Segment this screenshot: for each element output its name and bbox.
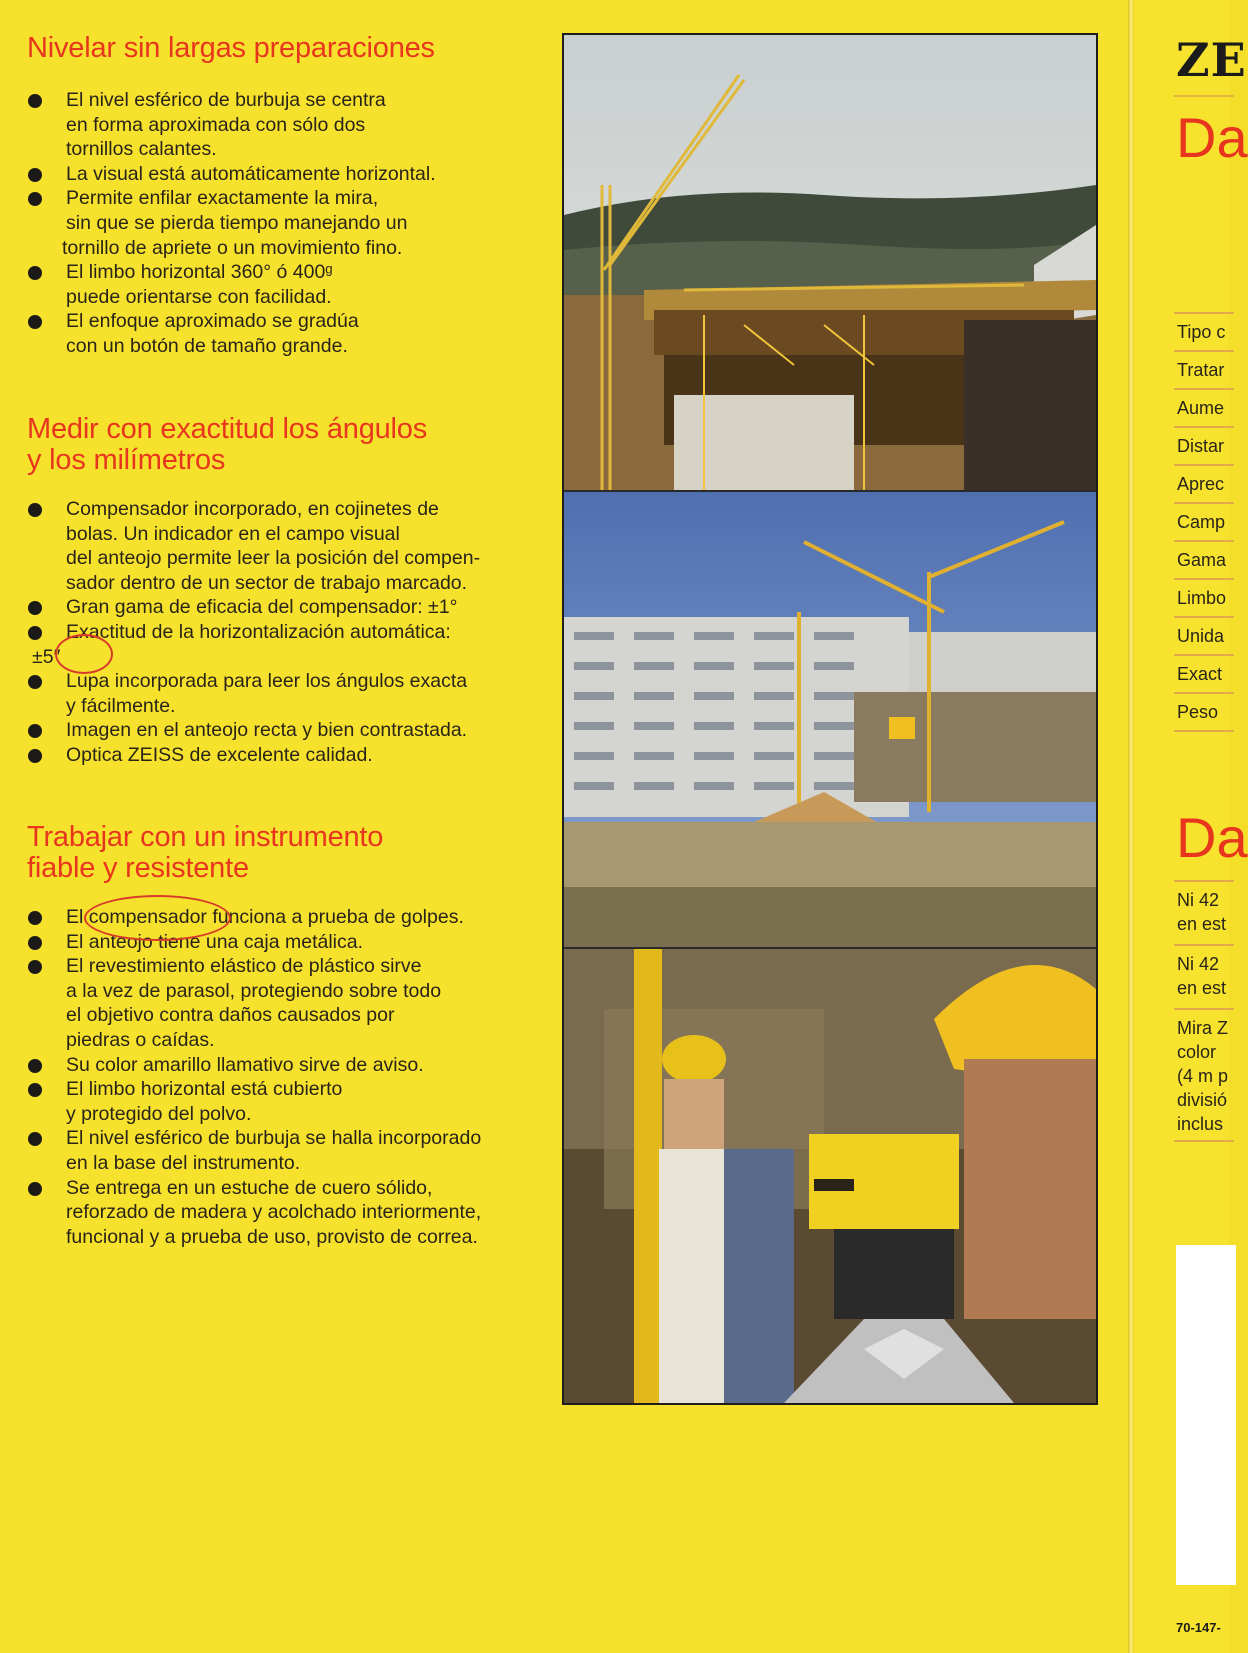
list-item: La visual está automáticamente horizontal. [26,162,436,187]
section-1-title: Nivelar sin largas preparaciones [27,32,435,64]
zeiss-logo: ZE [1176,33,1247,87]
datos-pedido-heading: Da [1176,806,1248,869]
spec-row: Limbo [1174,578,1234,616]
list-item: Lupa incorporada para leer los ángulos exacta y fácilmente. [26,669,480,718]
list-item: Compensador incorporado, en cojinetes de bolas. Un indicador en el campo visual del anteojo permite leer la posición del compen- sador dentro de un sector de trabajo marcado. [26,497,480,595]
section-3-title: Trabajar con un instrumento fiable y resistente [27,821,384,884]
spec-row: Gama [1174,540,1234,578]
accessory-item: Ni 42 en est [1174,880,1234,936]
spec-row: Peso [1174,692,1234,730]
spec-row: Tipo c [1174,312,1234,350]
right-page [1134,0,1248,1653]
list-item: Imagen en el anteojo recta y bien contrastada. [26,718,480,743]
spec-row: Unida [1174,616,1234,654]
list-item: El limbo horizontal 360° ó 400ᵍ puede orientarse con facilidad. [26,260,436,309]
catalog-code: 70-147- [1176,1620,1221,1635]
datos-heading: Da [1176,106,1248,169]
bridge-construction-photo [564,35,1096,490]
list-item: Permite enfilar exactamente la mira, sin que se pierda tiempo manejando un tornillo de apriete o un movimiento fino. [26,186,436,260]
list-item: Se entrega en un estuche de cuero sólido, reforzado de madera y acolchado interiormente, funcional y a prueba de uso, provisto de correa. [26,1176,481,1250]
accessory-item: Ni 42 en est [1174,944,1234,1000]
divider [1174,1140,1234,1142]
list-item: El compensador funciona a prueba de golpes. [26,905,481,930]
section-2-title: Medir con exactitud los ángulos y los milímetros [27,413,428,476]
divider [1174,95,1234,97]
section-3-list [26,905,481,1249]
list-item: Gran gama de eficacia del compensador: ±1° [26,595,480,620]
section-1-list [26,88,436,359]
spec-row: Camp [1174,502,1234,540]
spec-row: Aume [1174,388,1234,426]
list-item: Exactitud de la horizontalización automática: ±5″ [26,620,480,669]
photo-column [562,33,1098,1405]
apartment-construction-photo [564,492,1096,947]
list-item: El limbo horizontal está cubierto y protegido del polvo. [26,1077,481,1126]
spec-row: Exact [1174,654,1234,692]
list-item: Su color amarillo llamativo sirve de aviso. [26,1053,481,1078]
divider [1174,730,1234,732]
list-item: El nivel esférico de burbuja se halla incorporado en la base del instrumento. [26,1126,481,1175]
spec-row: Distar [1174,426,1234,464]
list-item: El nivel esférico de burbuja se centra en forma aproximada con sólo dos tornillos calantes. [26,88,436,162]
spec-row: Tratar [1174,350,1234,388]
list-item: Optica ZEISS de excelente calidad. [26,743,480,768]
list-item: El anteojo tiene una caja metálica. [26,930,481,955]
spec-row: Aprec [1174,464,1234,502]
surveyor-with-level-photo [564,949,1096,1403]
accessory-item: Mira Z color (4 m p divisió inclus [1174,1008,1234,1136]
list-item: El enfoque aproximado se gradúa con un botón de tamaño grande. [26,309,436,358]
blank-stamp-area [1176,1245,1236,1585]
section-2-list [26,497,480,768]
list-item: El revestimiento elástico de plástico sirve a la vez de parasol, protegiendo sobre todo el objetivo contra daños causados por piedras o caídas. [26,954,481,1052]
